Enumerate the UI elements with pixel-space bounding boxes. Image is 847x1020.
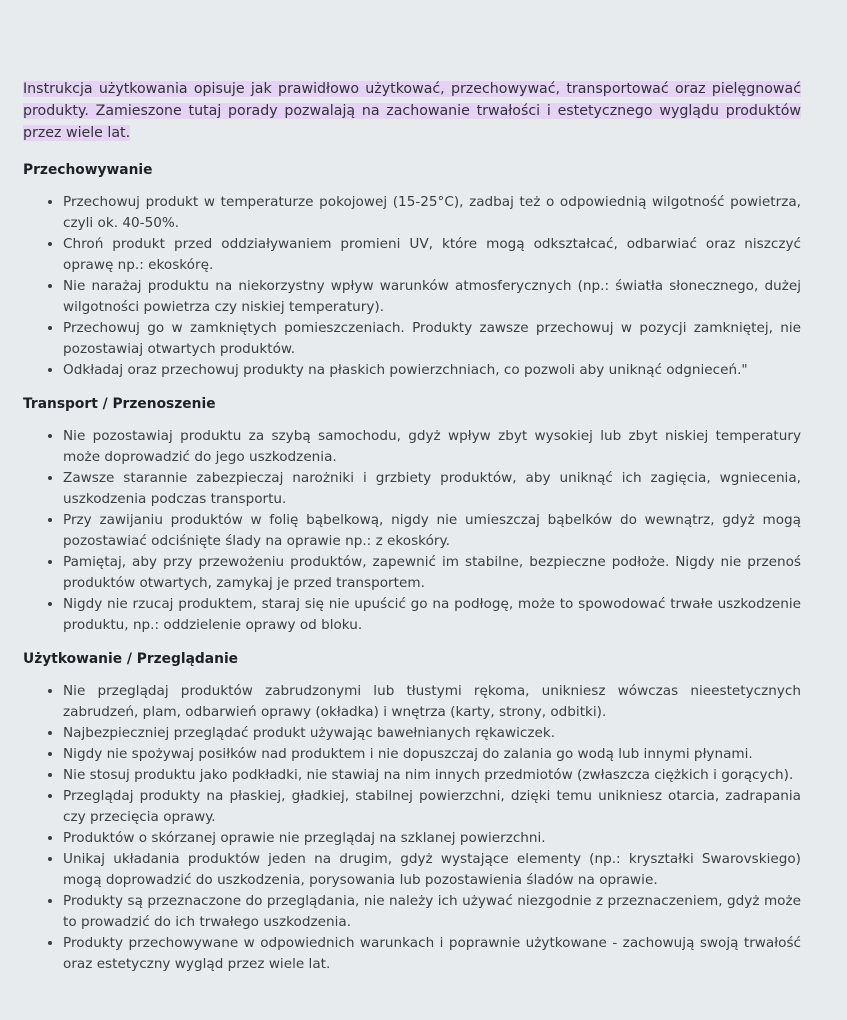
list-item: • Nigdy nie rzucaj produktem, staraj się nie upuścić go na podłogę, może to spowodować trwałe uszkodzenie produktu, np.: oddzielenie oprawy od bloku. [63, 594, 801, 636]
list-item: • Nie przeglądaj produktów zabrudzonymi lub tłustymi rękoma, unikniesz wówczas nieestetycznych zabrudzeń, plam, odbarwień oprawy (okładka) i wnętrza (karty, strony, odbitki). [63, 681, 801, 723]
list-item: • Nigdy nie spożywaj posiłków nad produktem i nie dopuszczaj do zalania go wodą lub innymi płynami. [63, 744, 801, 765]
list-item: • Produkty są przeznaczone do przeglądania, nie należy ich używać niezgodnie z przeznaczeniem, gdyż może to prowadzić do ich trwałego uszkodzenia. [63, 891, 801, 933]
list-item: • Nie pozostawiaj produktu za szybą samochodu, gdyż wpływ zbyt wysokiej lub zbyt niskiej temperatury może doprowadzić do jego uszkodzenia. [63, 426, 801, 468]
list-item: • Nie stosuj produktu jako podkładki, nie stawiaj na nim innych przedmiotów (zwłaszcza ciężkich i gorących). [63, 765, 801, 786]
list-item: • Produkty przechowywane w odpowiednich warunkach i poprawnie użytkowane - zachowują swoją trwałość oraz estetyczny wygląd przez wiele lat. [63, 933, 801, 975]
transport-list [23, 426, 801, 636]
list-item: • Przechowuj produkt w temperaturze pokojowej (15-25°C), zadbaj też o odpowiednią wilgotność powietrza, czyli ok. 40-50%. [63, 192, 801, 234]
list-item: • Najbezpieczniej przeglądać produkt używając bawełnianych rękawiczek. [63, 723, 801, 744]
section-heading-transport: Transport / Przenoszenie [23, 396, 216, 412]
section-heading-storage: Przechowywanie [23, 162, 153, 178]
list-item: • Zawsze starannie zabezpieczaj narożniki i grzbiety produktów, aby uniknąć ich zagięcia, wgniecenia, uszkodzenia podczas transportu. [63, 468, 801, 510]
list-item: • Chroń produkt przed oddziaływaniem promieni UV, które mogą odkształcać, odbarwiać oraz niszczyć oprawę np.: ekoskórę. [63, 234, 801, 276]
section-heading-usage: Użytkowanie / Przeglądanie [23, 651, 239, 667]
list-item: • Nie narażaj produktu na niekorzystny wpływ warunków atmosferycznych (np.: światła słonecznego, dużej wilgotności powietrza czy niskiej temperatury). [63, 276, 801, 318]
section-transport [23, 394, 801, 636]
usage-list [23, 681, 801, 975]
storage-list [23, 192, 801, 381]
intro-paragraph [23, 78, 801, 144]
list-item: • Unikaj układania produktów jeden na drugim, gdyż wystające elementy (np.: kryształki Swarovskiego) mogą doprowadzić do uszkodzenia, porysowania lub pozostawienia śladów na oprawie. [63, 849, 801, 891]
list-item: • Przy zawijaniu produktów w folię bąbelkową, nigdy nie umieszczaj bąbelków do wewnątrz, gdyż mogą pozostawiać odciśnięte ślady na oprawie np.: z ekoskóry. [63, 510, 801, 552]
list-item: • Przeglądaj produkty na płaskiej, gładkiej, stabilnej powierzchni, dzięki temu unikniesz otarcia, zadrapania czy przecięcia oprawy. [63, 786, 801, 828]
section-usage [23, 649, 801, 975]
list-item: • Produktów o skórzanej oprawie nie przeglądaj na szklanej powierzchni. [63, 828, 801, 849]
section-storage [23, 160, 801, 381]
intro-highlighted-text: Instrukcja użytkowania opisuje jak prawidłowo użytkować, przechowywać, transportować oraz pielęgnować produkty. Zamieszone tutaj porady pozwalają na zachowanie trwałości i estetycznego wyglądu produktów przez wiele lat. [23, 81, 801, 141]
list-item: • Pamiętaj, aby przy przewożeniu produktów, zapewnić im stabilne, bezpieczne podłoże. Nigdy nie przenoś produktów otwartych, zamykaj je przed transportem. [63, 552, 801, 594]
list-item: • Odkładaj oraz przechowuj produkty na płaskich powierzchniach, co pozwoli aby uniknąć odgnieceń." [63, 360, 801, 381]
list-item: • Przechowuj go w zamkniętych pomieszczeniach. Produkty zawsze przechowuj w pozycji zamkniętej, nie pozostawiaj otwartych produktów. [63, 318, 801, 360]
